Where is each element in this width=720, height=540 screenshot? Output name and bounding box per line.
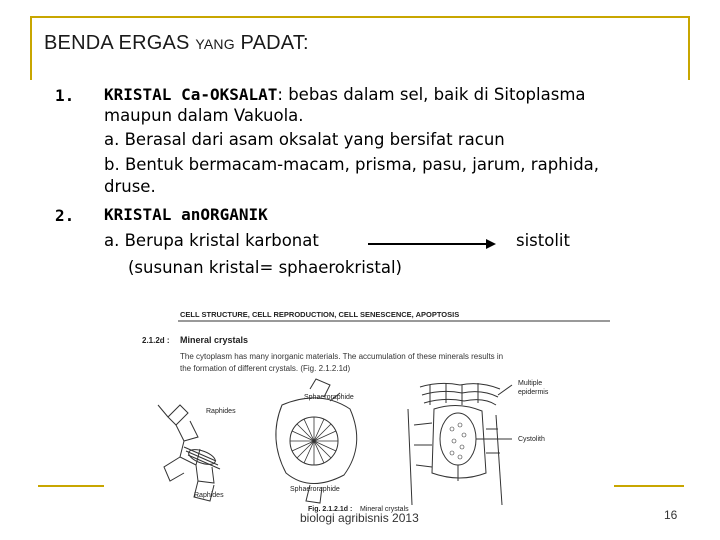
figure-caption-bold: Fig. 2.1.2.1d : — [308, 506, 353, 513]
frame-top — [30, 16, 690, 18]
item1-point-b1: b. Bentuk bermacam-macam, prisma, pasu, jarum, raphida, — [104, 155, 600, 174]
item1-line2: maupun dalam Vakuola. — [104, 106, 304, 125]
item2-point-a: a. Berupa kristal karbonat — [104, 231, 319, 250]
figure-desc-2: the formation of different crystals. (Fig. 2.1.2.1d) — [180, 364, 351, 373]
item2-sub: (susunan kristal= sphaerokristal) — [128, 258, 402, 277]
item2-heading: KRISTAL an — [104, 205, 201, 224]
label-raphides-bottom: Raphides — [194, 492, 224, 499]
frame-left — [30, 16, 32, 80]
item1-number: 1. — [55, 86, 75, 105]
figure-section-title: Mineral crystals — [180, 335, 249, 345]
mineral-crystals-figure — [140, 305, 612, 527]
item1-text1: : bebas dalam sel, baik di Sitoplasma — [277, 85, 586, 104]
figure-header-text: CELL STRUCTURE, CELL REPRODUCTION, CELL SENESCENCE, APOPTOSIS — [180, 310, 460, 319]
slide-title — [44, 32, 309, 55]
item1-line1 — [104, 84, 586, 105]
raphides-drawing — [158, 405, 220, 501]
label-sphaeroraphide-top: Sphaeroraphide — [304, 394, 354, 401]
figure-desc-1: The cytoplasm has many inorganic materials. The accumulation of these minerals results in — [180, 352, 504, 361]
label-multiple: Multiple — [518, 380, 543, 387]
title-part-3: PADAT: — [234, 32, 309, 54]
label-sphaeroraphide-bottom: Sphaeroraphide — [290, 486, 340, 493]
item2-heading-line — [104, 204, 268, 225]
page-number: 16 — [664, 508, 678, 522]
item2-arrow-target: sistolit — [516, 231, 570, 250]
item2-number: 2. — [55, 206, 75, 225]
arrow-icon — [368, 237, 498, 251]
title-part-1: BENDA ERGAS — [44, 32, 196, 54]
figure-caption: Mineral crystals — [360, 506, 409, 513]
bottom-rule-left — [38, 485, 104, 487]
item1-point-b2: druse. — [104, 177, 156, 196]
figure-header — [178, 310, 610, 321]
figure-section-number: 2.1.2d : — [142, 336, 170, 345]
item1-point-a: a. Berasal dari asam oksalat yang bersifat racun — [104, 130, 505, 149]
label-raphides-top: Raphides — [206, 408, 236, 415]
item2-heading2: ORGANIK — [200, 205, 268, 224]
label-epidermis: epidermis — [518, 389, 549, 396]
title-part-2: YANG — [195, 36, 235, 52]
footer-text: biologi agribisnis 2013 — [300, 511, 419, 525]
bottom-rule-right — [614, 485, 684, 487]
label-cystolith: Cystolith — [518, 436, 545, 443]
cystolith-drawing — [408, 383, 512, 505]
item1-heading: KRISTAL Ca-OKSALAT — [104, 85, 278, 104]
frame-right — [688, 16, 690, 80]
